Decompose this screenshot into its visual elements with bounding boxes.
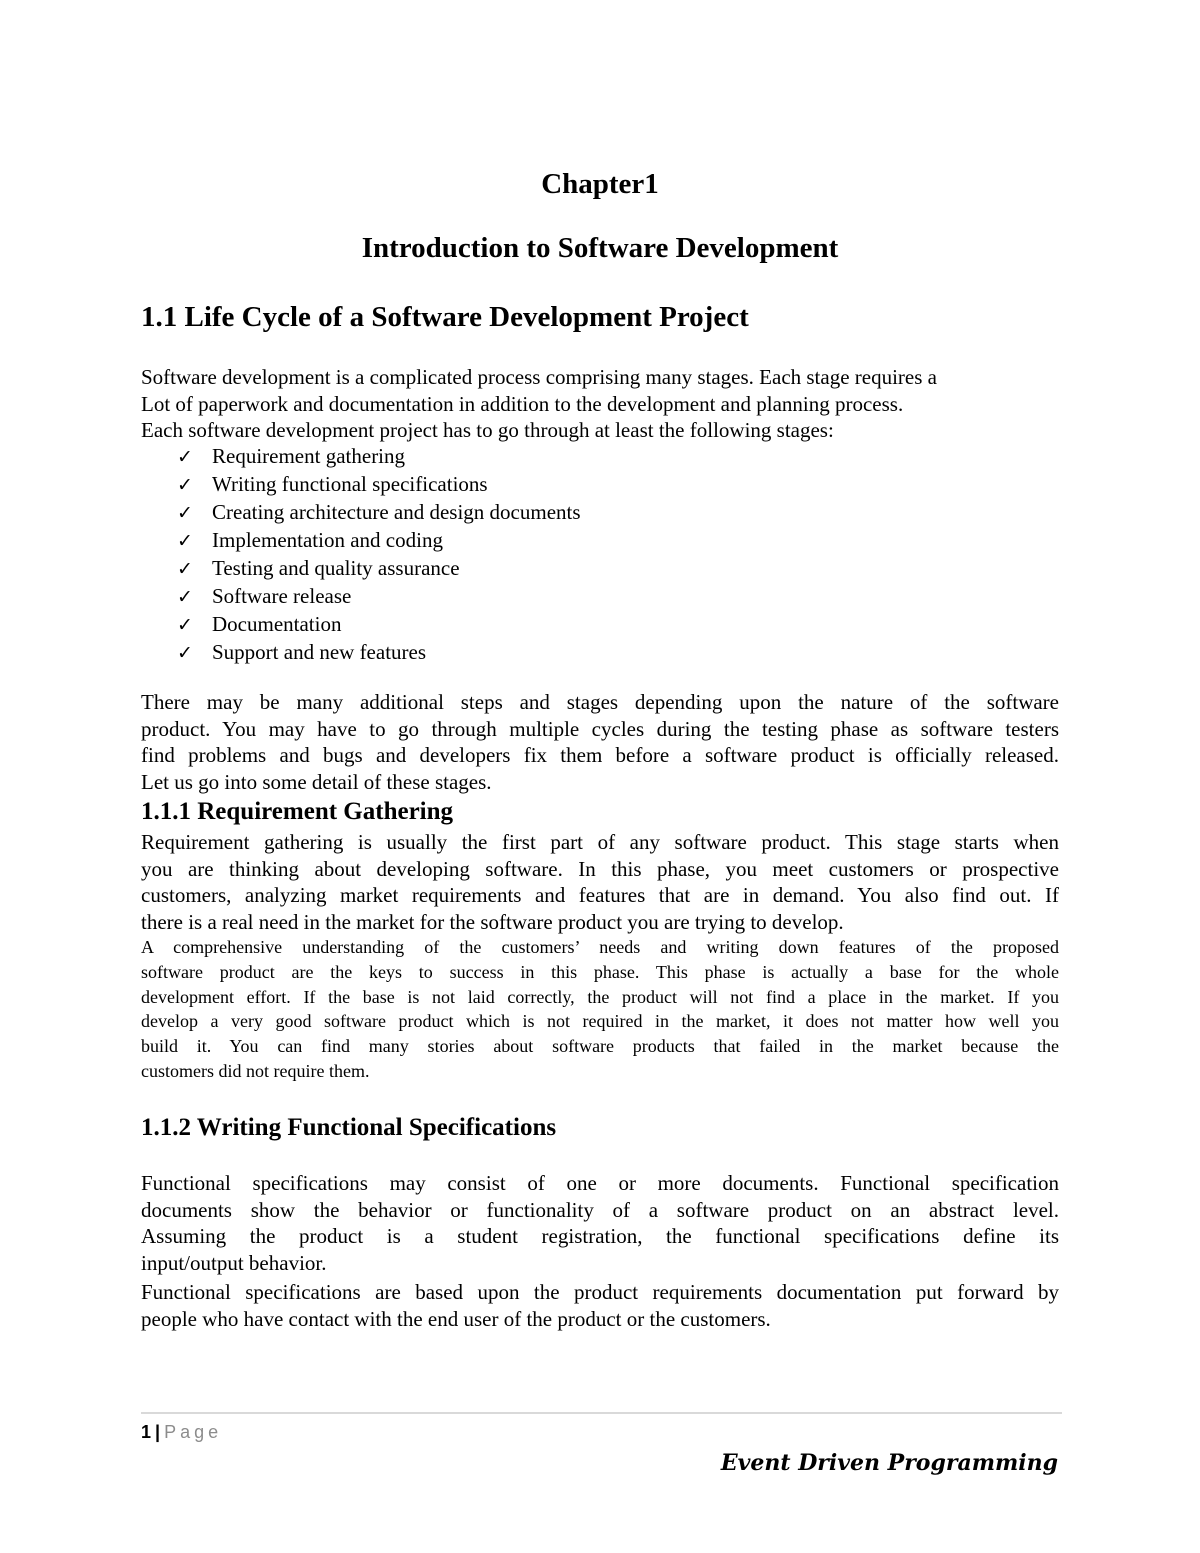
text-line: input/output behavior. bbox=[141, 1250, 327, 1275]
list-item: ✓ Support and new features bbox=[177, 639, 581, 667]
check-icon: ✓ bbox=[177, 530, 193, 552]
page-number-value: 1 bbox=[141, 1422, 152, 1442]
text-line: customers, analyzing market requirements and features that are in demand. You also find out. If bbox=[141, 883, 1059, 908]
text-line: build it. You can find many stories about software products that failed in the market because the bbox=[141, 1036, 1059, 1057]
list-item: ✓ Software release bbox=[177, 583, 581, 611]
text-line: Let us go into some detail of these stages. bbox=[141, 769, 492, 794]
text-line: Functional specifications may consist of one or more documents. Functional specification bbox=[141, 1171, 1059, 1195]
check-icon: ✓ bbox=[177, 586, 193, 608]
footer-divider bbox=[141, 1412, 1062, 1414]
section-1-1-intro bbox=[141, 364, 1059, 444]
text-line: documents show the behavior or functionality of a software product on an abstract level. bbox=[141, 1197, 1059, 1222]
text-line: product. You may have to go through multiple cycles during the testing phase as software testers bbox=[141, 716, 1059, 741]
check-icon: ✓ bbox=[177, 558, 193, 580]
list-item: ✓ Requirement gathering bbox=[177, 443, 581, 471]
section-heading-1-1-2: 1.1.2 Writing Functional Specifications bbox=[141, 1114, 557, 1141]
list-item: ✓ Testing and quality assurance bbox=[177, 555, 581, 583]
text-line: people who have contact with the end user of the product or the customers. bbox=[141, 1306, 771, 1331]
footer-brand: Event Driven Programming bbox=[720, 1450, 1058, 1476]
section-1-1-after bbox=[141, 689, 1059, 795]
text-line: Lot of paperwork and documentation in addition to the development and planning process. bbox=[141, 391, 904, 416]
section-1-1-2-para1 bbox=[141, 1170, 1059, 1276]
check-icon: ✓ bbox=[177, 614, 193, 636]
text-line: Requirement gathering is usually the first part of any software product. This stage starts when bbox=[141, 830, 1059, 854]
text-line: there is a real need in the market for the software product you are trying to develop. bbox=[141, 909, 844, 934]
text-line: There may be many additional steps and stages depending upon the nature of the software bbox=[141, 690, 1059, 714]
text-line: customers did not require them. bbox=[141, 1060, 370, 1081]
text-line: develop a very good software product which is not required in the market, it does not matter how well you bbox=[141, 1011, 1059, 1032]
check-icon: ✓ bbox=[177, 502, 193, 524]
check-icon: ✓ bbox=[177, 446, 193, 468]
text-line: software product are the keys to success in this phase. This phase is actually a base for the whole bbox=[141, 961, 1059, 982]
text-line: you are thinking about developing software. In this phase, you meet customers or prospective bbox=[141, 856, 1059, 881]
list-item: ✓ Creating architecture and design documents bbox=[177, 499, 581, 527]
section-heading-1-1-1: 1.1.1 Requirement Gathering bbox=[141, 798, 454, 825]
section-heading-1-1: 1.1 Life Cycle of a Software Development Project bbox=[141, 301, 749, 333]
stages-checklist bbox=[177, 443, 581, 667]
check-icon: ✓ bbox=[177, 642, 193, 664]
chapter-title: Chapter1 bbox=[541, 168, 659, 200]
text-line: development effort. If the base is not laid correctly, the product will not find a place in the market. If you bbox=[141, 986, 1059, 1007]
list-item: ✓ Documentation bbox=[177, 611, 581, 639]
section-1-1-2-para2 bbox=[141, 1279, 1059, 1332]
text-line: A comprehensive understanding of the customers’ needs and writing down features of the proposed bbox=[141, 937, 1059, 957]
text-line: Software development is a complicated process comprising many stages. Each stage requires a bbox=[141, 365, 937, 389]
text-line: find problems and bugs and developers fix them before a software product is officially released. bbox=[141, 743, 1059, 768]
check-icon: ✓ bbox=[177, 474, 193, 496]
page-number bbox=[141, 1420, 222, 1444]
section-1-1-1-para2 bbox=[141, 935, 1059, 1084]
page-title: Introduction to Software Development bbox=[361, 232, 839, 264]
list-item: ✓ Writing functional specifications bbox=[177, 471, 581, 499]
page-label: Page bbox=[164, 1422, 223, 1442]
text-line: Each software development project has to go through at least the following stages: bbox=[141, 418, 834, 443]
list-item: ✓ Implementation and coding bbox=[177, 527, 581, 555]
section-1-1-1-para1 bbox=[141, 829, 1059, 935]
text-line: Assuming the product is a student registration, the functional specifications define its bbox=[141, 1224, 1059, 1249]
text-line: Functional specifications are based upon the product requirements documentation put forward by bbox=[141, 1280, 1059, 1304]
page-separator: | bbox=[155, 1422, 161, 1442]
